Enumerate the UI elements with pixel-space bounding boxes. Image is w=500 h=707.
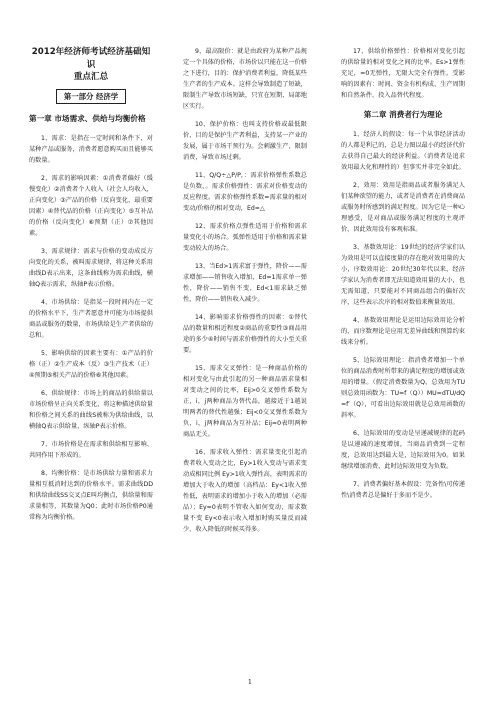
- paragraph: 1、需求：是指在一定时间和条件下，对某种产品或服务，消费者愿意购买而且能够买的数量。: [29, 134, 153, 164]
- column-3-body-a: [341, 46, 465, 101]
- paragraph: 1、经济人的假设：每一个从事经济活动的人都是利己的，总是力图以最小的经济代价去获得自己最大的经济利益。（消费者是追求效用最大化和理性的）但事实并非完全如此。: [341, 131, 465, 171]
- paragraph: 15、需求交叉弹性：是一种商品价格的相对变化与由此引起的另一种商品需求量相 对变动之间的比率，Eij>0交叉弹性系数为正，i，j两种商品为替代品，越接近于1越说明两者的替代性越强；Eij<0交叉弹性系数为负，i，j两种商品为互补品；Eij=0表明两种商品无关。: [183, 365, 307, 438]
- paragraph: 10、保护价格：也叫支持价格或最低限价，目的是保护生产者利益，支持某一产业的发展，属于市场干预行为。会刺激生产，限制消费，导致市场过剩。: [183, 121, 307, 161]
- paragraph: 2、需求的影响因素：①消费者偏好（缓慢变化）②消费者个人收入（社会人均收入，正向变化）③产品的价格（反向变化，最重要因素）④替代品的价格（正向变化）⑤互补品的价格（反向变化）⑥预期（正）⑦其他因素。: [29, 174, 153, 237]
- title-line-1: 2012年经济师考试经济基础知识: [31, 47, 151, 70]
- paragraph: 5、影响供给的因素主要有：①产品的价格（正）②生产成本（反）③生产技术（正）④预期⑤相关产品的价格⑥其他因素。: [29, 349, 153, 379]
- paragraph: 6、供给规律：市场上的商品的供给量以市场价格呈正向关系变化，将这种描述供给量和价格之间关系的曲线S被称为供给曲线，以横轴Q表示供给量，纵轴P表示价格。: [29, 389, 153, 430]
- column-1: [29, 46, 153, 530]
- title-line-2: 重点汇总: [73, 72, 109, 82]
- paragraph: 3、基数效用论：19世纪的经济学家们认为效用是可以直接度量的存在绝对效用量的大小，序数效用论：20世纪30年代以来，经济学家认为消费者即无法知道效用量的大小，也无需知道，只要能对不同商品组合的偏好次序，这些表示次序的相对数值来衡量效用。: [341, 244, 465, 306]
- paragraph: 9、最高限价：就是由政府为某种产品规定一个具体的价格，市场价以只能在这一价格之下进行，目的：保护消费者利益，降低某些生产者的生产成本。这样会导致制造了短缺，限制生产导致市场短缺，只宜在短期、局部地区实行。: [183, 48, 307, 110]
- paragraph: 16、需求收入弹性：需求量变化引起消费者收入变动之比，Ey>1收入变动与需求变动成相同比例 Ey>1收入弹性高，表明需求的增加大于收入的增加（高档品：Ey<1收入弹性低，表明需求的增加小于收入的增加（必需品）；Ey=0表明不管收入如何变动，需求数量不变 Ey<0表示收入增加时购买量反而减少，收入降低的时候买得多。: [183, 449, 307, 533]
- paragraph: 6、边际效用的变动是呈递减规律的起码是以递减的速度增加，当商品消费到一定程度，总效用达到最大是，边际效用为0。如果继续增加消费，此时边际效用变为负数。: [341, 430, 465, 470]
- paragraph: 11、Q/Q÷△P/P，：需求价格弹性系数总是负数，。需求价格弹性：需求对价格变动的反应程度。需求价格弹性系数=需求量的相对变动/价格的相对变动，Ed=△: [183, 172, 307, 212]
- column-1-body: [29, 133, 153, 523]
- paragraph: 14、影响需求价格弹性的因素：①替代品的数量和相近程度②商品的重要性③商品用途的多少④时间与需求价格弹性的大小至关重要。: [183, 314, 307, 354]
- paragraph: 5、边际效用理论：指消费者增加一个单位的商品消费时所带来的满足程度的增加或效用的增量。（假定消费数量为Q，总效用为TU则总效用函数为：TU=f（Q））MU=dTU/dQ=f′（Q），可看出边际效用就是总效用函数的斜率。: [341, 357, 465, 419]
- part-label: 第一部分 经济学: [56, 89, 126, 104]
- chapter-1-title: 第一章 市场需求、供给与均衡价格: [29, 113, 146, 123]
- column-2-body: [183, 46, 307, 535]
- paragraph: 7、消费者偏好基本假设：完备性\可传递性\消费者总是偏好于多而不是少。: [341, 481, 465, 499]
- column-3: [341, 46, 465, 508]
- paragraph: 7、市场价格是在需求和供给相互影响、共同作用下形成的。: [29, 440, 153, 459]
- paragraph: 4、市场供给：是指某一段时间内在一定的价格水平下，生产者愿意并可能为市场提供商品或服务的数量，市场供给是生产者供给的总和。: [29, 298, 153, 339]
- page-number: 1: [247, 678, 253, 686]
- paragraph: 2、效用：效用是指商品或者服务满足人们某种欲望的能力，或者是消费者在消费商品或服务时所感到的满足程度。因为它是一种心理感受，是对商品或服务满足程度的主观评价，因此效用没有客观标准。: [341, 182, 465, 233]
- column-3-body-b: [341, 129, 465, 501]
- paragraph: 8、均衡价格：是市场供给力量和需求力量相互抵消时达到的价格水平。需求曲线DD和供给曲线SS交叉点E叫均衡点，供给量和需求量相等，其数量为Q0；此时市场价格P0通常称为均衡价格。: [29, 469, 153, 521]
- document-title: [29, 46, 153, 84]
- paragraph: 13、当Ed>1需求富于弹性，降价——需求增加——销售收入增加，Ed=1需求单一弹性，降价——销售不变，Ed<1需求缺乏弹性，降价——销售收入减少。: [183, 263, 307, 303]
- paragraph: 4、基数效用理论是运用边际效用论分析的，而序数理论是应用无差异曲线和预算约束线来分析。: [341, 317, 465, 346]
- paragraph: 3、需求规律：需求与价格的变动成反方向变化的关系，被叫需求规律，将这种关系用曲线D表示出来，这条曲线称为需求曲线，横轴Q表示需求，纵轴P表示价格。: [29, 247, 153, 288]
- paragraph: 12、需求价格点弹性适用于价格和需求量变化小的场合。弧弹性适用于价格和需求量变动较大的场合。: [183, 223, 307, 252]
- paragraph: 17、供给价格弹性：价格相对变化引起的供给量的相对变化之间的比率。Es>1弹性充足，=0无弹性，无限大完全有弹性。受影响的因素有：时间、资金有机构成、生产周期和自然条件、投入品替代程度。: [341, 48, 465, 99]
- column-2: [183, 46, 307, 542]
- chapter-2-title: 第二章 消费者行为理论: [363, 110, 443, 119]
